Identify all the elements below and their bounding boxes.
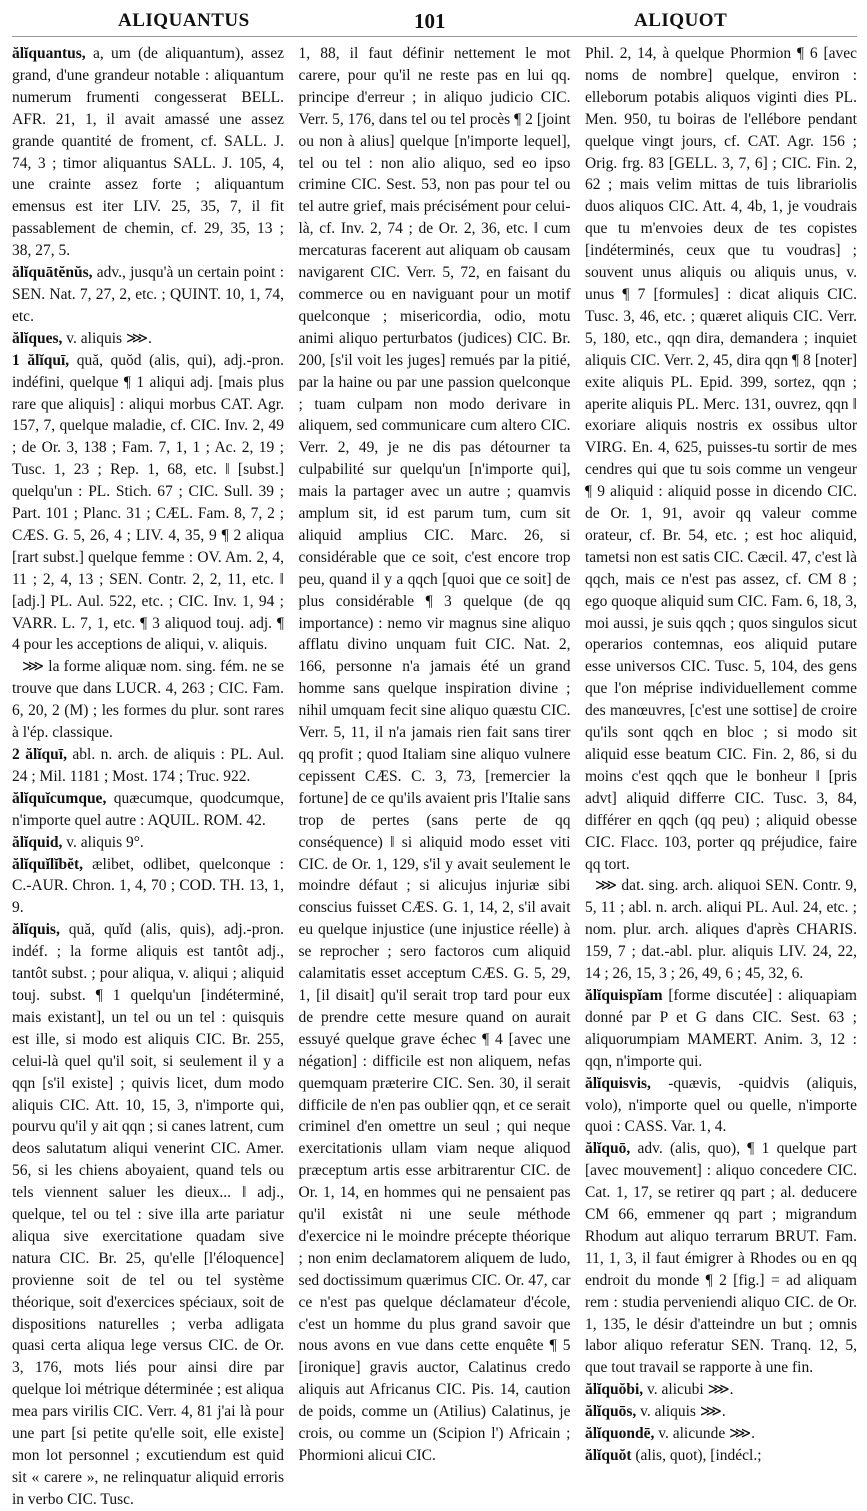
entry-text: v. aliquis ⋙. <box>636 1403 726 1421</box>
entry-text: 1, 88, il faut définir nettement le mot carere, pour qu'il ne reste pas en lui qq. principe d'erreur ; in aliquo judicio CIC. Verr. 5, 176, dans tel ou tel procès ¶ 2 [joint ou non à alius] quelque [n'importe lequel], tel ou tel : non alio aliquo, sed eo ipso crimine CIC. Sest. 53, non pas pour tel ou tel autre grief, mais précisément pour celui-là, cf. Inv. 2, 74 ; de Or. 2, 36, etc. ‖ cum mercaturas facerent aut aliquam ob causam navigarent CIC. Verr. 5, 72, en faisant du commerce ou en naviguant pour un motif quelconque ; misericordia, odio, motu animi aliquo perturbatos (judices) CIC. Br. 200, [s'il voit les juges] remués par la pitié, par la haine ou par une passion quelconque ; tuam culpam non modo derivare in aliquem, sed communicare cum altero CIC. Verr. 2, 49, je ne dis pas détourner ta culpabilité sur quelqu'un [n'importe qui], mais la partager avec un autre ; quamvis amplum sit, id est parum tum, cum sit aliquid amplius CIC. Marc. 26, si considérable que ce soit, c'est encore trop peu, quand il y a qqch [quoi que ce soit] de plus considérable ¶ 3 quelque (de qq importance) : nemo vir magnus sine aliquo afflatu divino unquam fuit CIC. Nat. 2, 166, personne n'a jamais été un grand homme sans quelque inspiration divine ; nihil umquam fecit sine aliquo quæstu CIC. Verr. 5, 11, il n'a jamais rien fait sans tirer qq profit ; quod Italiam sine aliquo vulnere cepissent CÆS. C. 3, 73, [remercier la fortune] de ce qu'ils avaient pris l'Italie sans trop de pertes (sans perte de qq conséquence) ‖ si aliquid modo esset viti CIC. de Or. 1, 129, s'il y avait seulement le moindre défaut ; si alicujus injuriæ sibi conscius fuisset CÆS. G. 1, 14, 2, s'il avait eu quelque injustice (une injustice réelle) à se reprocher ; sero factoros cum aliquid calamitatis esset acceptum CÆS. G. 5, 29, 1, [il disait] qu'il serait trop tard pour eux de prendre cette mesure quand on aurait essuyé quelque grave échec ¶ 4 [avec une négation] : difficile est non aliquem, nefas quemquam præterire CIC. Sen. 30, il serait difficile de n'en pas oublier qqn, et ce serait criminel d'en omettre un seul ; qui neque exercitationis ullam viam neque aliquod præceptum artis esse arbitrarentur CIC. de Or. 1, 14, en hommes qui ne pensaient pas qu'il existât ni une seule méthode d'exercice ni le moindre précepte théorique ; non enim declamatorem aliquem de ludo, sed doctissimum quærimus CIC. Or. 47, car ce n'est pas quelque déclamateur d'école, c'est un homme du plus grand savoir que nous avons en vue dans cette enquête ¶ 5 [ironique] gravis auctor, Calatinus credo aliquis aut Africanus CIC. Pis. 14, caution de poids, comme un (Atilius) Calatinus, je crois, ou comme un (Scipion l') Africain ; Phormioni alicui CIC. <box>298 45 571 1464</box>
text-columns <box>12 43 857 1508</box>
entry-text: quæcumque, quodcumque, n'importe quel autre : AQUIL. ROM. 42. <box>12 789 284 829</box>
entry-text: v. alicunde ⋙. <box>654 1425 756 1443</box>
dictionary-entry <box>12 788 284 832</box>
entry-headword: 2 ălĭquī, <box>12 746 67 763</box>
entry-headword: ălĭquid, <box>12 833 63 851</box>
dictionary-entry <box>585 1138 857 1379</box>
entry-text: quă, quŏd (alis, qui), adj.-pron. indéfini, quelque ¶ 1 aliqui adj. [mais plus rare que aliquis] : aliqui morbus CAT. Agr. 157, 7, quelque maladie, cf. CIC. Inv. 2, 49 ; de Or. 3, 138 ; Fam. 7, 1, 1 ; Ac. 2, 19 ; Tusc. 1, 23 ; Rep. 1, 68, etc. ‖ [subst.] quelqu'un : PL. Stich. 67 ; CIC. Sull. 39 ; Part. 101 ; Planc. 31 ; CÆL. Fam. 8, 7, 2 ; CÆS. G. 5, 26, 4 ; LIV. 4, 35, 9 ¶ 2 aliqua [rart subst.] quelque femme : OV. Am. 2, 4, 11 ; 2, 4, 13 ; SEN. Contr. 2, 2, 11, etc. ‖ [adj.] PL. Aul. 522, etc. ; CIC. Inv. 1, 94 ; VARR. L. 7, 1, etc. ¶ 3 aliquod touj. adj. ¶ 4 pour les acceptions de aliqui, v. aliquis. <box>12 351 284 654</box>
dictionary-entry <box>12 350 284 657</box>
column-3 <box>585 43 857 1464</box>
entry-headword: ălĭquis, <box>12 921 60 939</box>
entry-text: adv., jusqu'à un certain point : SEN. Nat. 7, 27, 2, etc. ; QUINT. 10, 1, 74, etc. <box>12 264 284 325</box>
entry-text: ælibet, odlibet, quelconque : C.-AUR. Chron. 1, 4, 70 ; COD. TH. 13, 1, 9. <box>12 855 284 917</box>
entry-headword: ălĭquŏt <box>585 1447 632 1464</box>
entry-text: ⋙ dat. sing. arch. aliquoi SEN. Contr. 9, 5, 11 ; abl. n. arch. aliqui PL. Aul. 24, etc. ; nom. plur. arch. aliques d'après CHARIS. 159, 7 ; dat.-abl. plur. aliquis LIV. 24, 22, 14 ; 26, 15, 3 ; 26, 49, 6 ; 45, 32, 6. <box>585 877 857 983</box>
dictionary-entry <box>12 854 284 920</box>
dictionary-entry <box>299 43 571 1467</box>
dictionary-entry <box>585 1073 857 1139</box>
dictionary-entry <box>585 43 857 875</box>
entry-headword: ălĭquondē, <box>585 1425 655 1443</box>
page-number: 101 <box>414 9 446 33</box>
dictionary-entry <box>585 985 857 1073</box>
header-right-guideword: ALIQUOT <box>634 10 728 31</box>
dictionary-entry <box>585 1445 857 1467</box>
column-1 <box>12 43 285 1508</box>
entry-text: (alis, quot), [indécl.; <box>631 1447 762 1464</box>
entry-headword: ălĭquō, <box>585 1140 631 1158</box>
entry-text: v. aliquis 9°. <box>62 833 144 851</box>
column-2 <box>298 43 571 1464</box>
entry-headword: 1 ălĭquī, <box>12 351 70 369</box>
entry-text: a, um (de aliquantum), assez grand, d'une grandeur notable : aliquantum numerum frumenti congesserat BELL. AFR. 21, 1, il avait amassé une assez grande quantité de froment, cf. SALL. J. 74, 3 ; timor aliquantus SALL. J. 105, 4, une crainte assez forte ; aliquantum emensus est iter LIV. 25, 35, 7, il fit passablement de chemin, cf. 29, 35, 13 ; 38, 27, 5. <box>12 45 284 260</box>
entry-text: abl. n. arch. de aliquis : PL. Aul. 24 ; Mil. 1181 ; Most. 174 ; Truc. 922. <box>12 746 284 785</box>
entry-headword: ălĭquĭcumque, <box>12 789 107 807</box>
dictionary-entry <box>12 656 284 744</box>
entry-text: ⋙ la forme aliquæ nom. sing. fém. ne se trouve que dans LUCR. 4, 263 ; CIC. Fam. 6, 20, 2 (M) ; les formes du plur. sont rares à l'ép. classique. <box>12 658 284 742</box>
entry-text: adv. (alis, quo), ¶ 1 quelque part [avec mouvement] : aliquo concedere CIC. Cat. 1, 17, se retirer qq part ; al. deducere CM 66, emmener qq part ; migrandum Rhodum aut aliquo terrarum BRUT. Fam. 11, 1, 3, il faut émigrer à Rhodes ou en qq endroit du monde ¶ 2 [fig.] = ad aliquam rem : studia perveniendi aliquo CIC. de Or. 1, 135, le désir d'atteindre un but ; omnis labor aliquo referatur SEN. Tranq. 12, 5, que tout travail se rapporte à une fin. <box>585 1140 857 1377</box>
entry-text: v. aliquis ⋙. <box>62 329 152 347</box>
dictionary-entry <box>12 43 284 262</box>
dictionary-entry <box>12 832 284 854</box>
header-left-guideword: ALIQUANTUS <box>118 10 250 31</box>
dictionary-entry <box>12 744 284 788</box>
entry-headword: ălĭquantus, <box>12 45 86 62</box>
dictionary-entry <box>12 262 284 328</box>
entry-text: quă, quĭd (alis, quis), adj.-pron. indéf. ; la forme aliquis est tantôt adj., tantôt subst. ; pour aliqua, v. aliqui ; aliquid touj. subst. ¶ 1 quelqu'un [indéterminé, mais existant], un tel ou un tel : quisquis est ille, si modo est aliquis CIC. Br. 255, celui-là quel qu'il soit, si seulement il y a qqn [s'il existe] ; quivis licet, dum modo aliquis CIC. Att. 10, 15, 3, n'importe qui, pourvu qu'il y ait qqn ; si canes latrent, cum deos salutatum aliqui venerint CIC. Amer. 56, si les chiens aboyaient, quand tels ou tels viennent saluer les dieux... ‖ adj., quelque, tel ou tel : sive illa arte pariatur aliqua sive exercitatione quadam sive natura CIC. Br. 25, qu'elle [l'éloquence] provienne soit de tel ou tel système théorique, soit d'exercices spéciaux, soit de dispositions naturelles ; verba adligata quasi certa aliqua lege versus CIC. de Or. 3, 176, mots liés pour ainsi dire par quelque loi métrique déterminée ; est aliqua mea pars virilis CIC. Verr. 4, 81 j'ai là pour une part [si petite qu'elle soit, elle existe] mon lot personnel ; excutiendum est quid sit « carere », ne relinquatur aliquid erroris in verbo CIC. Tusc. <box>12 921 285 1508</box>
dictionary-entry <box>585 875 857 985</box>
entry-headword: ălĭquisvis, <box>585 1074 651 1092</box>
entry-headword: ălĭquŏbi, <box>585 1381 644 1399</box>
entry-text: v. alicubi ⋙. <box>643 1381 734 1399</box>
running-header <box>12 6 857 37</box>
dictionary-entry <box>12 919 284 1510</box>
entry-text: [forme discutée] : aliquapiam donné par P et G dans CIC. Sest. 63 ; aliquorumpiam MAMERT. Anim. 3, 12 : qqn, n'importe qui. <box>585 986 857 1070</box>
dictionary-entry <box>585 1423 857 1445</box>
entry-headword: ălĭquispĭam <box>585 986 663 1004</box>
entry-headword: ălĭquōs, <box>585 1403 637 1421</box>
entry-headword: ălĭques, <box>12 329 63 347</box>
entry-headword: ălĭquātĕnŭs, <box>12 264 93 282</box>
dictionary-entry <box>585 1401 857 1423</box>
dictionary-entry <box>585 1379 857 1401</box>
entry-headword: ălĭquĭlĭbĕt, <box>12 855 84 873</box>
dictionary-entry <box>12 328 284 350</box>
entry-text: -quævis, -quidvis (aliquis, volo), n'importe quel ou quelle, n'importe quoi : CASS. Var. 1, 4. <box>585 1074 857 1136</box>
entry-text: Phil. 2, 14, à quelque Phormion ¶ 6 [avec noms de nombre] quelque, environ : elleborum potabis aliquos viginti dies PL. Men. 950, tu boiras de l'ellébore pendant quelque vingt jours, cf. CAT. Agr. 156 ; Orig. frg. 83 [GELL. 3, 7, 6] ; CIC. Fin. 2, 62 ; mais velim mittas de tuis librariolis duos aliquos CIC. Att. 4, 4b, 1, je voudrais que tu m'envoies deux de tes copistes [indéterminés, ceux que tu voudras] ; souvent unus aliquis ou aliquis unus, v. unus ¶ 7 [formules] : dicat aliquis CIC. Tusc. 3, 46, etc. ; quæret aliquis CIC. Verr. 5, 180, etc., qqn dira, demandera ; inquiet aliquis CIC. Verr. 2, 45, dira qqn ¶ 8 [noter] exite aliquis PL. Epid. 399, sortez, qqn ; aperite aliquis PL. Merc. 131, ouvrez, qqn ‖ exoriare aliquis nostris ex ossibus ultor VIRG. En. 4, 625, puisses-tu sortir de mes cendres qui que tu sois comme un vengeur ¶ 9 aliquid : aliquid posse in dicendo CIC. de Or. 1, 91, avoir qq valeur comme orateur, cf. Br. 54, etc. ; est hoc aliquid, tametsi non est satis CIC. Cæcil. 47, c'est là qqch, mais ce n'est pas assez, cf. CM 8 ; ego quoque aliquid sum CIC. Fam. 6, 18, 3, moi aussi, je suis qqch ; quos singulos sicut operarios contemnas, eos aliquid putare esse universos CIC. Tusc. 5, 104, des gens que l'on méprise individuellement comme des manœuvres, [c'est une sottise] de croire qu'ils sont qqch en bloc ; si modo sit aliquid esse beatum CIC. Fin. 2, 86, si du moins c'est qqch que le bonheur ‖ [pris advt] aliquid differre CIC. Tusc. 3, 84, différer en qqch (qq peu) ; aliquid obesse CIC. Flacc. 103, porter qq préjudice, faire qq tort. <box>585 45 857 873</box>
